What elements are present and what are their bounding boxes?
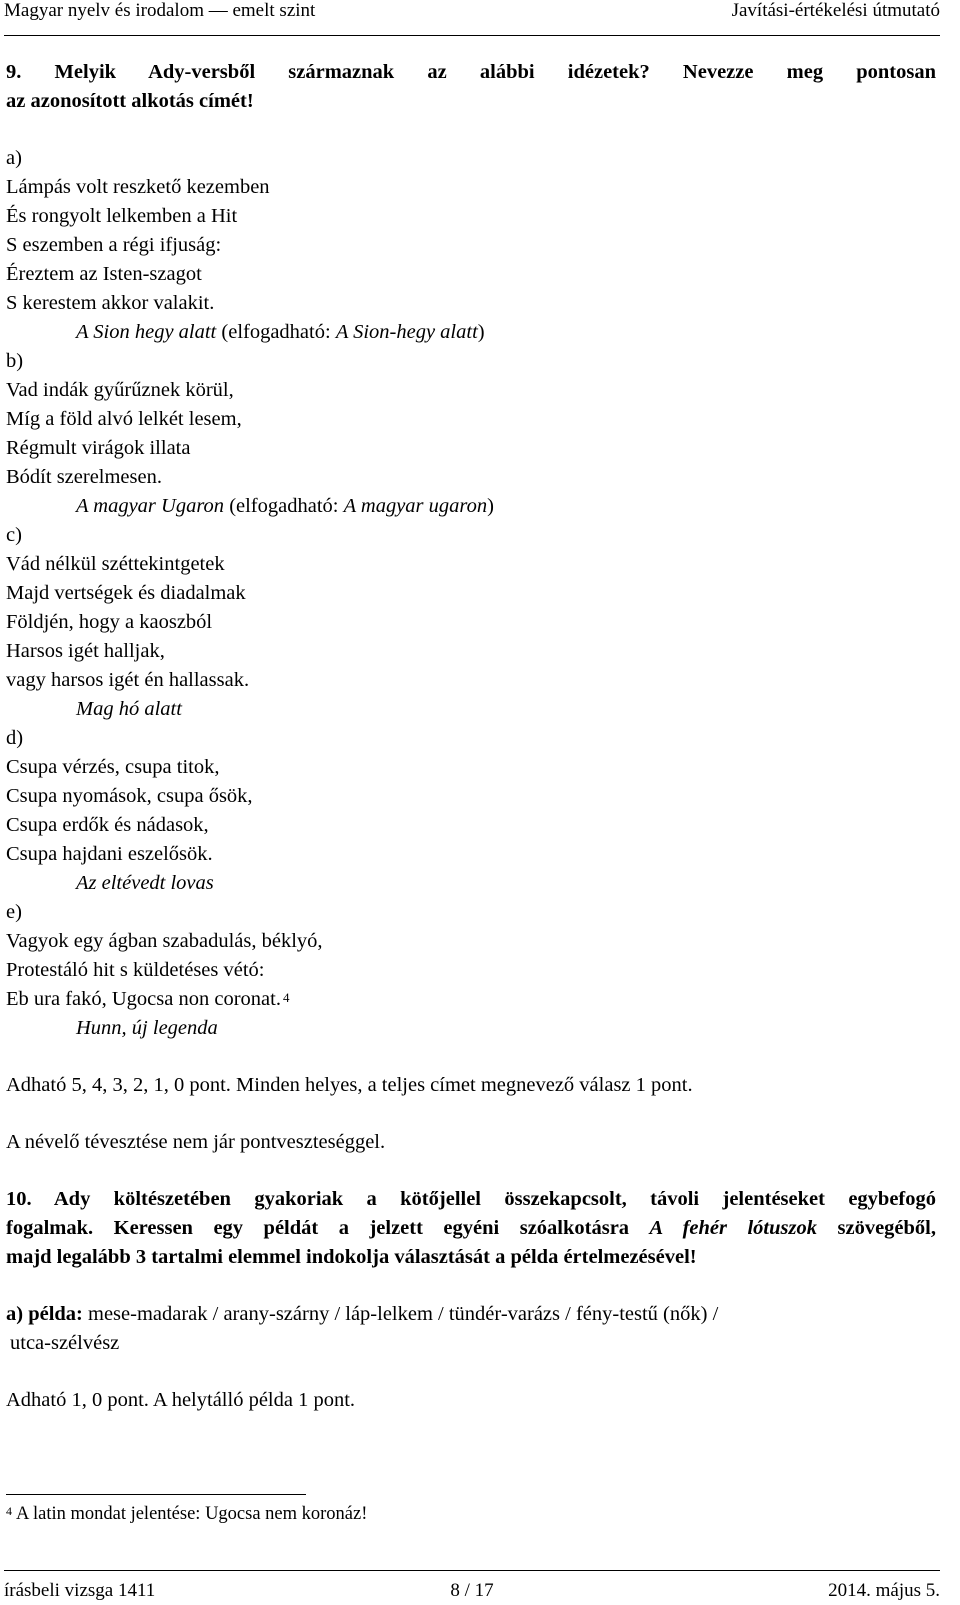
footnote-number: 4	[6, 1504, 12, 1518]
footnote-ref: 4	[282, 990, 290, 1005]
q10-answer-line1: a) példa: mese-madarak / arany-szárny / láp-lelkem / tündér-varázs / fény-testű (nők) /	[6, 1303, 719, 1325]
quote-d-line: Csupa erdők és nádasok,	[6, 814, 209, 836]
q10-question-line2: fogalmak. Keressen egy példát a jelzett egyéni szóalkotásra A fehér lótuszok szövegéből,	[6, 1217, 936, 1239]
quote-d-line: Csupa nyomások, csupa ősök,	[6, 785, 253, 807]
answer-b-title: A magyar Ugaron (elfogadható: A magyar ugaron)	[76, 495, 494, 517]
q9-note: A névelő tévesztése nem jár pontveszteséggel.	[6, 1131, 386, 1153]
quote-b-line: Bódít szerelmesen.	[6, 466, 162, 488]
q9-question-line2: az azonosított alkotás címét!	[6, 90, 254, 112]
quote-b-line: Míg a föld alvó lelkét lesem,	[6, 408, 242, 430]
q10-poem-title: A fehér lótuszok	[649, 1217, 817, 1239]
footer-date: 2014. május 5.	[828, 1580, 940, 1601]
quote-b-label: b)	[6, 350, 24, 372]
quote-c-line: vagy harsos igét én hallassak.	[6, 669, 250, 691]
footnote	[6, 1504, 367, 1525]
quote-c-line: Vád nélkül széttekintgetek	[6, 553, 225, 575]
quote-a-line: S kerestem akkor valakit.	[6, 292, 215, 314]
page-content	[6, 58, 936, 1415]
answer-d-title: Az eltévedt lovas	[76, 872, 214, 894]
q10-answer-line2: utca-szélvész	[10, 1332, 120, 1354]
quote-d-line: Csupa vérzés, csupa titok,	[6, 756, 220, 778]
quote-e-line: Protestáló hit s küldetéses vétó:	[6, 959, 265, 981]
answer-c-title: Mag hó alatt	[76, 698, 182, 720]
quote-a-line: Lámpás volt reszkető kezemben	[6, 176, 270, 198]
header-subject: Magyar nyelv és irodalom — emelt szint	[4, 0, 316, 21]
quote-c-line: Harsos igét halljak,	[6, 640, 165, 662]
quote-d-line: Csupa hajdani eszelősök.	[6, 843, 213, 865]
quote-c-label: c)	[6, 524, 22, 546]
page-header	[4, 0, 940, 30]
quote-a-line: Éreztem az Isten-szagot	[6, 263, 202, 285]
q10-scoring: Adható 1, 0 pont. A helytálló példa 1 pont.	[6, 1389, 356, 1411]
answer-a-title: A Sion hegy alatt (elfogadható: A Sion-hegy alatt)	[76, 321, 485, 343]
q10-question-line3: majd legalább 3 tartalmi elemmel indokolja választását a példa értelmezésével!	[6, 1246, 697, 1268]
q9-question-line1: 9. Melyik Ady-versből származnak az alábbi idézetek? Nevezze meg pontosan	[6, 61, 936, 83]
quote-e-line: Eb ura fakó, Ugocsa non coronat. $^4$	[6, 988, 290, 1010]
quote-a-label: a)	[6, 147, 22, 169]
footnote-text: A latin mondat jelentése: Ugocsa nem koronáz!	[16, 1504, 368, 1524]
quote-c-line: Földjén, hogy a kaoszból	[6, 611, 213, 633]
footer-rule	[4, 1570, 940, 1571]
page-footer	[4, 1580, 940, 1604]
quote-a-line: És rongyolt lelkemben a Hit	[6, 205, 238, 227]
answer-e-title: Hunn, új legenda	[76, 1017, 218, 1039]
footer-exam-id: írásbeli vizsga 1411	[4, 1580, 156, 1601]
q10-answer-label: a) példa:	[6, 1303, 83, 1325]
quote-b-line: Vad indák gyűrűznek körül,	[6, 379, 234, 401]
quote-a-line: S eszemben a régi ifjuság:	[6, 234, 222, 256]
q9-scoring: Adható 5, 4, 3, 2, 1, 0 pont. Minden helyes, a teljes címet megnevező válasz 1 pont.	[6, 1074, 693, 1096]
q10-question-line1: 10. Ady költészetében gyakoriak a kötőjellel összekapcsolt, távoli jelentéseket egybefogó	[6, 1188, 936, 1210]
footnote-rule	[6, 1494, 306, 1495]
footer-page-number: 8 / 17	[450, 1580, 494, 1601]
quote-e-line: Vagyok egy ágban szabadulás, béklyó,	[6, 930, 323, 952]
quote-d-label: d)	[6, 727, 24, 749]
header-doc-type: Javítási-értékelési útmutató	[731, 0, 940, 21]
quote-e-label: e)	[6, 901, 22, 923]
quote-c-line: Majd vertségek és diadalmak	[6, 582, 246, 604]
quote-b-line: Régmult virágok illata	[6, 437, 191, 459]
header-rule	[4, 35, 940, 36]
